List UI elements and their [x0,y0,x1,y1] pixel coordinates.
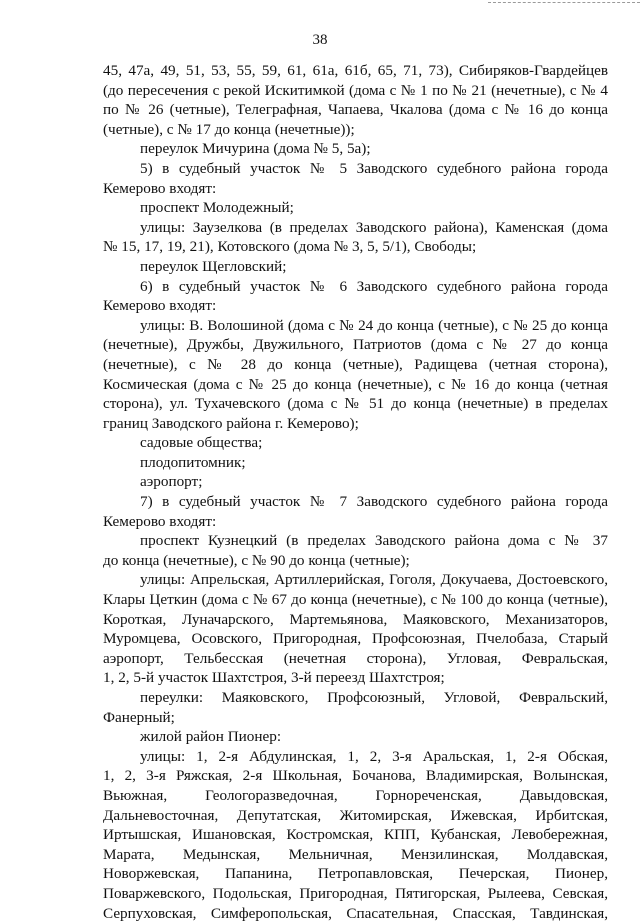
text-line: сторона), ул. Тухачевского (дома с № 51 до конца (нечетные) в пределах [103,395,608,413]
text-line: границ Заводского района г. Кемерово); [103,414,359,432]
text-line: переулки: Маяковского, Профсоюзный, Угловой, Февральский, [140,689,608,706]
text-line: (нечетные), с № 28 до конца (четные), Радищева (четная сторона), [103,355,608,373]
text-line: (четные), с № 17 до конца (нечетные)); [103,120,355,138]
text-line: Кемерово входят: [103,297,217,315]
text-line: 7) в судебный участок № 7 Заводского судебного района города [140,493,608,511]
text-line: аэропорт, Тельбесская (нечетная сторона), Угловая, Февральская, [103,649,608,667]
text-line: Фанерный; [103,708,175,726]
text-line: плодопитомник; [140,453,246,471]
text-line: 6) в судебный участок № 6 Заводского судебного района города [140,277,608,295]
text-line: Иртышская, Ишановская, Костромская, КПП, Кубанская, Левобережная, [103,826,608,844]
top-edge-line [488,2,640,3]
text-line: Кемерово входят: [103,512,217,530]
text-line: жилой район Пионер: [140,728,282,746]
text-line: до конца (нечетные), с № 90 до конца (четные); [103,551,410,569]
text-line: Серпуховская, Симферопольская, Спасательная, Спасская, Тавдинская, [103,904,608,922]
text-line: 1, 2, 3-я Ряжская, 2-я Школьная, Бочанова, Владимирская, Волынская, [103,767,608,785]
text-line: улицы: Заузелкова (в пределах Заводского района), Каменская (дома [140,218,608,236]
document-body [103,61,608,923]
text-line: № 15, 17, 19, 21), Котовского (дома № 3, 5, 5/1), Свободы; [103,238,477,256]
page-number: 38 [312,32,328,48]
text-line: Поваржевского, Подольская, Пригородная, Пятигорская, Рылеева, Севская, [103,884,608,902]
text-line: Клары Цеткин (дома с № 67 до конца (нечетные), с № 100 до конца (четные), [103,591,608,609]
text-line: Короткая, Луначарского, Мартемьянова, Маяковского, Механизаторов, [103,610,608,628]
text-line: улицы: 1, 2-я Абдулинская, 1, 2, 3-я Аральская, 1, 2-я Обская, [140,747,608,765]
text-line: переулок Щегловский; [140,257,287,275]
text-line: Муромцева, Осовского, Пригородная, Профсоюзная, Пчелобаза, Старый [103,630,608,648]
text-line: садовые общества; [140,434,263,452]
text-line: аэропорт; [140,473,203,491]
text-line: (до пересечения с рекой Искитимкой (дома с № 1 по № 21 (нечетные), с № 4 [103,81,608,99]
text-line: переулок Мичурина (дома № 5, 5а); [140,140,371,158]
text-line: улицы: Апрельская, Артиллерийская, Гоголя, Докучаева, Достоевского, [140,571,608,589]
text-line: 1, 2, 5-й участок Шахтстроя, 3-й переезд Шахтстроя; [103,669,445,687]
text-line: проспект Кузнецкий (в пределах Заводского района дома с № 37 [140,532,608,550]
text-line: Космическая (дома с № 25 до конца (нечетные), с № 16 до конца (четная [103,375,608,393]
text-line: 5) в судебный участок № 5 Заводского судебного района города [140,159,608,177]
text-line: Дальневосточная, Депутатская, Житомирская, Ижевская, Ирбитская, [103,806,608,824]
text-line: по № 26 (четные), Телеграфная, Чапаева, Чкалова (дома с № 16 до конца [103,101,608,119]
text-line: Новоржевская, Папанина, Петропавловская, Печерская, Пионер, [103,865,608,883]
text-line: Марата, Медынская, Мельничная, Мензилинская, Молдавская, [103,845,608,863]
text-line: Вьюжная, Геологоразведочная, Горнореченская, Давыдовская, [103,786,608,804]
text-line: (нечетные), Дружбы, Двужильного, Патриотов (дома с № 27 до конца [103,336,608,354]
text-line: улицы: В. Волошиной (дома с № 24 до конца (четные), с № 25 до конца [140,316,608,334]
text-line: 45, 47а, 49, 51, 53, 55, 59, 61, 61а, 61б, 65, 71, 73), Сибиряков-Гвардейцев [103,62,608,79]
text-line: Кемерово входят: [103,179,217,197]
text-line: проспект Молодежный; [140,199,294,217]
